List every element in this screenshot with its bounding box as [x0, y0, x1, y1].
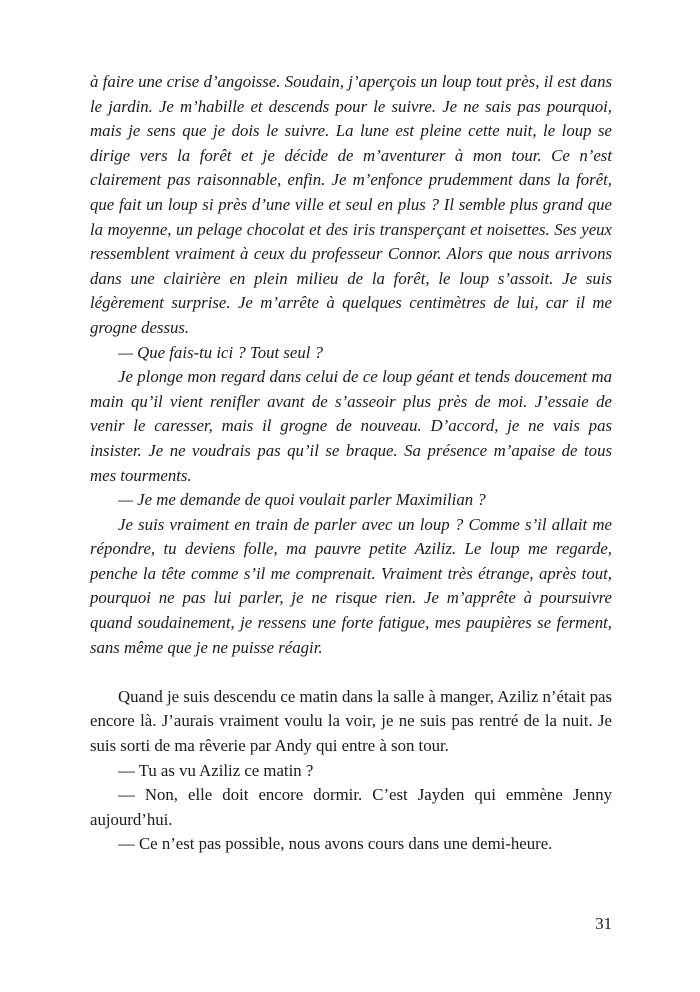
dialogue-line: — Je me demande de quoi voulait parler Maximilian ? — [118, 490, 486, 510]
paragraph-dream-narrative: Je suis vraiment en train de parler avec un loup ? Comme s’il allait me répondre, tu deviens folle, ma pauvre petite Aziliz. Le loup me regarde, penche la tête comme s’il me comprenait. Vraiment très étrange, après tout, pourquoi ne pas lui parler, je ne risque rien. Je m’apprête à poursuivre quand soudainement, je ressens une forte fatigue, mes paupières se ferment, sans même que je ne puisse réagir. — [90, 514, 612, 657]
dialogue-line: — Non, elle doit encore dormir. C’est Jayden qui emmène Jenny aujourd’hui. — [90, 785, 612, 829]
dialogue-line: — Tu as vu Aziliz ce matin ? — [118, 760, 314, 780]
paragraph-dream-narrative: Je plonge mon regard dans celui de ce loup géant et tends doucement ma main qu’il vient renifler avant de s’asseoir plus près de moi. J’essaie de venir le caresser, mais il grogne de nouveau. D’accord, je ne vais pas insister. Je ne voudrais pas qu’il se braque. Sa présence m’apaise de tous mes tourments. — [90, 367, 612, 485]
paragraph-narrative: Quand je suis descendu ce matin dans la salle à manger, Aziliz n’était pas encore là. J’aurais vraiment voulu la voir, je ne suis pas rentré de la nuit. Je suis sorti de ma rêverie par Andy qui entre à son tour. — [90, 686, 612, 756]
page-number: 31 — [595, 914, 612, 933]
dialogue-line: — Que fais-tu ici ? Tout seul ? — [118, 342, 323, 362]
paragraph-dream-narrative: à faire une crise d’angoisse. Soudain, j’aperçois un loup tout près, il est dans le jardin. Je m’habille et descends pour le suivre. Je ne sais pas pourquoi, mais je sens que je dois le suivre. La lune est pleine cette nuit, le loup se dirige vers la forêt et je décide de m’aventurer à mon tour. Ce n’est clairement pas raisonnable, enfin. Je m’enfonce prudemment dans la forêt, que fait un loup si près d’une ville et seul en plus ? Il semble plus grand que la moyenne, un pelage chocolat et des iris transperçant et noisettes. Ses yeux ressemblent vraiment à ceux du professeur Connor. Alors que nous arrivons dans une clairière en plein milieu de la forêt, le loup s’assoit. Je suis légèrement surprise. Je m’arrête à quelques centimètres de lui, car il me grogne dessus. — [90, 72, 612, 337]
page-text-block — [90, 70, 612, 857]
dialogue-line: — Ce n’est pas possible, nous avons cours dans une demi-heure. — [118, 834, 553, 854]
